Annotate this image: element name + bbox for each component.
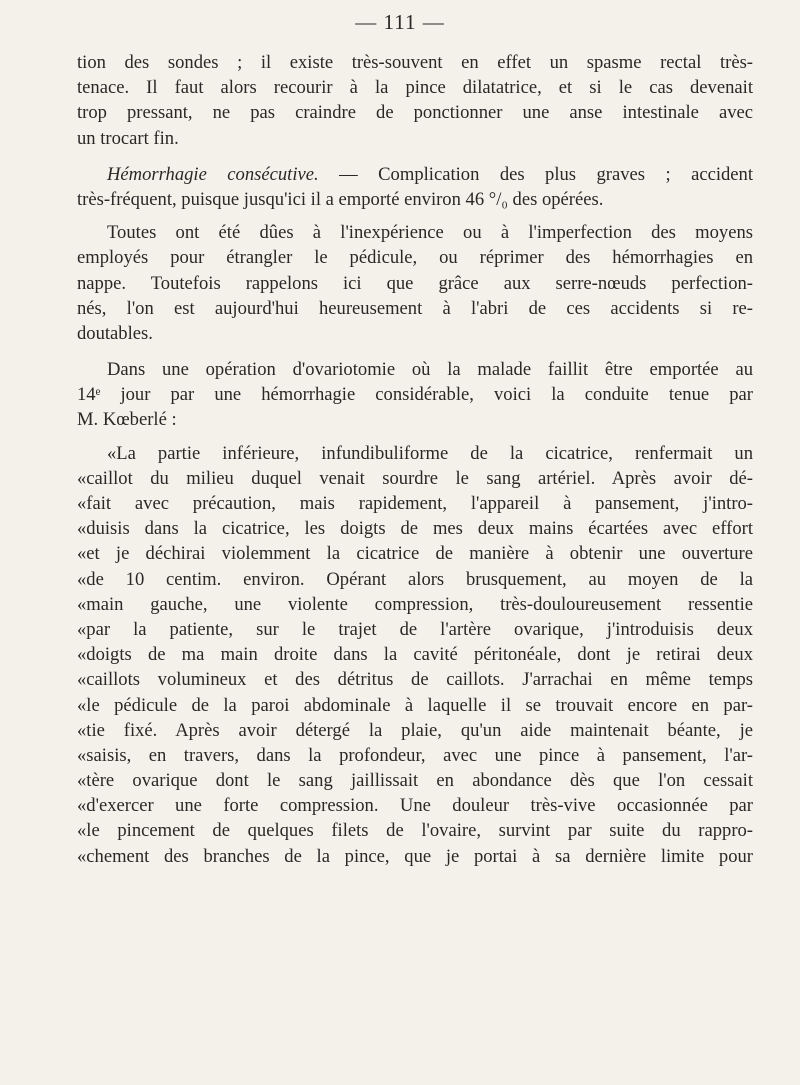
text-line: «de 10 centim. environ. Opérant alors brusquement, au moyen de la: [77, 568, 753, 590]
text-line: «d'exercer une forte compression. Une douleur très-vive occasionnée par: [77, 795, 753, 817]
text-run: — Complication des plus graves ; accident: [318, 163, 754, 185]
text-line: «et je déchirai violemment la cicatrice de manière à obtenir une ouverture: [77, 543, 753, 565]
text-line: Dans une opération d'ovariotomie où la malade faillit être emportée au: [107, 359, 753, 381]
text-line: «tie fixé. Après avoir détergé la plaie, qu'un aide maintenait béante, je: [77, 719, 753, 741]
text-line: «caillots volumineux et des détritus de caillots. J'arrachai en même temps: [77, 669, 753, 691]
text-line: nés, l'on est aujourd'hui heureusement à l'abri de ces accidents si re-: [77, 297, 753, 319]
text-line: M. Kœberlé :: [77, 409, 177, 431]
text-line: «chement des branches de la pince, que je portai à sa dernière limite pour: [77, 845, 753, 867]
text-line: doutables.: [77, 322, 153, 344]
text-line: [77, 162, 753, 187]
text-line: «duisis dans la cicatrice, les doigts de mes deux mains écartées avec effort: [77, 518, 753, 540]
text-line: «fait avec précaution, mais rapidement, l'appareil à pansement, j'intro-: [77, 493, 753, 514]
text-line: «le pincement de quelques filets de l'ovaire, survint par suite du rappro-: [77, 820, 753, 842]
page-number: — 111 —: [355, 10, 445, 34]
text-line: «le pédicule de la paroi abdominale à laquelle il se trouvait encore en par-: [77, 694, 753, 716]
text-line: Toutes ont été dûes à l'inexpérience ou à l'imperfection des moyens: [107, 222, 753, 244]
paragraph: [77, 162, 753, 212]
text-line: «doigts de ma main droite dans la cavité péritonéale, dont je retirai deux: [77, 644, 753, 666]
text-line: tion des sondes ; il existe très-souvent en effet un spasme rectal très-: [77, 52, 753, 73]
text-line: «caillot du milieu duquel venait sourdre le sang artériel. Après avoir dé-: [77, 467, 753, 489]
text-line: «La partie inférieure, infundibuliforme de la cicatrice, renfermait un: [107, 442, 753, 464]
quotation: [77, 441, 753, 869]
text-line: tenace. Il faut alors recourir à la pince dilatatrice, et si le cas devenait: [77, 77, 753, 99]
body-text: [77, 50, 753, 869]
text-line: «saisis, en travers, dans la profondeur, avec une pince à pansement, l'ar-: [77, 744, 753, 766]
text-line: très-fréquent, puisque jusqu'ici il a emporté environ 46 °/₀ des opérées.: [77, 188, 604, 210]
paragraph: [77, 220, 753, 346]
text-line: «tère ovarique dont le sang jaillissait en abondance dès que l'on cessait: [77, 770, 753, 792]
text-line: nappe. Toutefois rappelons ici que grâce aux serre-nœuds perfection-: [77, 272, 753, 294]
paragraph: [77, 50, 753, 151]
paragraph: [77, 357, 753, 433]
text-line: employés pour étrangler le pédicule, ou réprimer des hémorrhagies en: [77, 247, 753, 269]
text-line: un trocart fin.: [77, 127, 179, 149]
text-line: trop pressant, ne pas craindre de ponctionner une anse intestinale avec: [77, 102, 753, 124]
text-line: «main gauche, une violente compression, très-douloureusement ressentie: [77, 593, 753, 615]
text-line: «par la patiente, sur le trajet de l'artère ovarique, j'introduisis deux: [77, 618, 753, 640]
text-line: 14ᵉ jour par une hémorrhagie considérable, voici la conduite tenue par: [77, 384, 753, 406]
section-heading: Hémorrhagie consécutive.: [107, 163, 319, 185]
